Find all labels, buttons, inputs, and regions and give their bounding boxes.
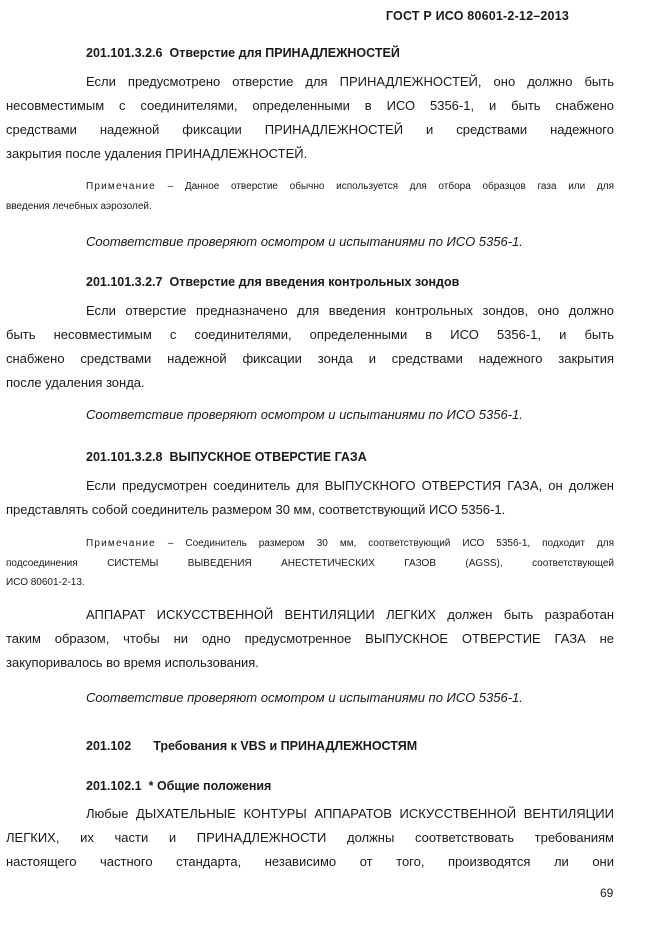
page-number: 69 — [600, 886, 614, 900]
section-title: ВЫПУСКНОЕ ОТВЕРСТИЕ ГАЗА — [169, 450, 367, 464]
section-number: 201.102.1 — [86, 779, 142, 793]
note-text: Соединитель размером 30 мм, соответствующий ИСО 5356-1, подходит для — [185, 538, 615, 549]
compliance-text: Соответствие проверяют осмотром и испытаниями по ИСО 5356-1. — [86, 690, 523, 705]
heading-general — [86, 778, 614, 795]
paragraph-probe-port — [6, 299, 614, 395]
compliance-text: Соответствие проверяют осмотром и испытаниями по ИСО 5356-1. — [86, 407, 523, 422]
note-gas-outlet — [6, 534, 615, 593]
text-line: Если отверстие предназначено для введения контрольных зондов, оно должно — [86, 303, 614, 318]
note-line: введения лечебных аэрозолей. — [6, 200, 152, 212]
note-dash: – — [167, 538, 174, 549]
section-number: 201.101.3.2.8 — [86, 450, 163, 464]
compliance-probe-port — [86, 406, 614, 423]
text-line: снабжено средствами надежной фиксации зонда и средствами надежного закрытия — [6, 351, 614, 366]
note-dash: – — [167, 181, 174, 192]
text-line: ЛЕГКИХ, их части и ПРИНАДЛЕЖНОСТИ должны соответствовать требованиям — [6, 830, 614, 845]
note-accessory-port — [6, 177, 614, 216]
paragraph-accessory-port — [6, 70, 614, 166]
text-line: Если предусмотрен соединитель для ВЫПУСКНОГО ОТВЕРСТИЯ ГАЗА, он должен — [86, 478, 614, 493]
text-line: закупоривалось во время использования. — [6, 655, 259, 670]
section-number: 201.101.3.2.7 — [86, 275, 163, 289]
paragraph-general — [6, 802, 614, 874]
document-code: ГОСТ Р ИСО 80601-2-12–2013 — [385, 9, 569, 23]
text-line: представлять собой соединитель размером 30 мм, соответствующий ИСО 5356-1. — [6, 502, 506, 517]
text-line: Любые ДЫХАТЕЛЬНЫЕ КОНТУРЫ АППАРАТОВ ИСКУССТВЕННОЙ ВЕНТИЛЯЦИИ — [86, 806, 614, 821]
text-line: средствами надежной фиксации ПРИНАДЛЕЖНОСТЕЙ и средствами надежного — [6, 122, 614, 137]
section-number: 201.101.3.2.6 — [86, 46, 163, 60]
text-line: настоящего частного стандарта, независимо от того, производятся ли они — [6, 854, 614, 869]
note-line: подсоединения СИСТЕМЫ ВЫВЕДЕНИЯ АНЕСТЕТИЧЕСКИХ ГАЗОВ (AGSS), соответствующей — [6, 557, 614, 569]
note-label: Примечание — [86, 181, 156, 192]
note-line: ИСО 80601-2-13. — [6, 577, 85, 588]
paragraph-gas-outlet — [6, 474, 614, 522]
text-line: таким образом, чтобы ни одно предусмотренное ВЫПУСКНОЕ ОТВЕРСТИЕ ГАЗА не — [6, 631, 614, 646]
compliance-gas-outlet — [86, 689, 614, 706]
text-line: несовместимым с соединителями, определенными в ИСО 5356-1, и быть снабжено — [6, 98, 614, 113]
note-line — [86, 177, 614, 197]
compliance-text: Соответствие проверяют осмотром и испытаниями по ИСО 5356-1. — [86, 234, 523, 249]
note-label: Примечание — [86, 538, 156, 549]
section-title: Отверстие для введения контрольных зондов — [169, 275, 460, 289]
heading-probe-port — [86, 274, 614, 291]
heading-vbs-requirements — [86, 738, 614, 755]
note-text: Данное отверстие обычно используется для отбора образцов газа или для — [184, 181, 614, 192]
paragraph-ventilator-outlet — [6, 603, 614, 675]
text-line: после удаления зонда. — [6, 375, 145, 390]
text-line: быть несовместимым с соединителями, определенными в ИСО 5356-1, и быть — [6, 327, 614, 342]
compliance-accessory-port — [86, 233, 614, 250]
text-line: закрытия после удаления ПРИНАДЛЕЖНОСТЕЙ. — [6, 146, 308, 161]
note-line — [86, 534, 614, 554]
heading-accessory-port — [86, 45, 614, 62]
text-line: Если предусмотрено отверстие для ПРИНАДЛЕЖНОСТЕЙ, оно должно быть — [86, 74, 614, 89]
section-title: Отверстие для ПРИНАДЛЕЖНОСТЕЙ — [169, 46, 400, 60]
section-title: * Общие положения — [148, 779, 272, 793]
section-number: 201.102 — [86, 739, 132, 753]
text-line: АППАРАТ ИСКУССТВЕННОЙ ВЕНТИЛЯЦИИ ЛЕГКИХ должен быть разработан — [86, 607, 614, 622]
section-title: Требования к VBS и ПРИНАДЛЕЖНОСТЯМ — [153, 739, 418, 753]
heading-gas-outlet — [86, 449, 614, 466]
